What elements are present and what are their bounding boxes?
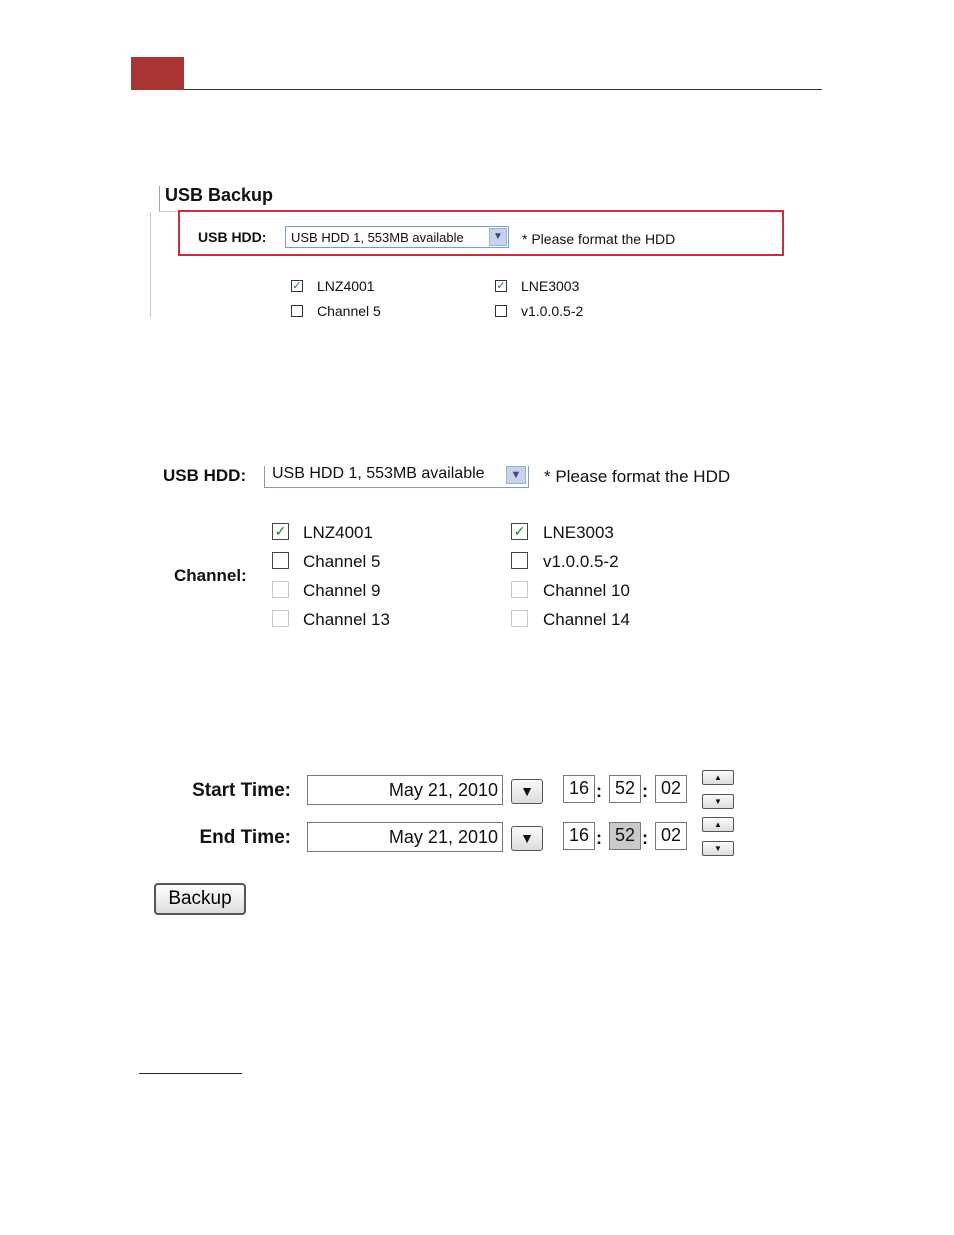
header-rule	[184, 89, 822, 90]
time-separator: :	[642, 781, 648, 801]
time-separator: :	[596, 781, 602, 801]
channel-checkbox[interactable]: ✓	[272, 523, 289, 540]
start-time-label: Start Time:	[192, 780, 291, 801]
start-hour-field[interactable]: 16	[563, 775, 595, 803]
end-date-dropdown-button[interactable]	[511, 826, 543, 851]
usb-hdd-select[interactable]	[264, 466, 529, 488]
channel-checkbox-disabled	[511, 581, 528, 598]
format-note: * Please format the HDD	[522, 231, 676, 247]
end-time-label: End Time:	[199, 827, 291, 848]
channel-label: Channel 5	[317, 303, 381, 319]
usb-hdd-label: USB HDD:	[198, 229, 267, 245]
channel-label: Channel 5	[303, 552, 381, 571]
start-date-value: May 21, 2010	[388, 780, 498, 800]
time-separator: :	[596, 828, 602, 848]
start-date-field[interactable]	[307, 775, 503, 805]
chevron-down-icon[interactable]: ▼	[489, 228, 507, 246]
channel-checkbox[interactable]: ✓	[511, 523, 528, 540]
channel-label: Channel 9	[303, 581, 381, 600]
triangle-up-icon: ▲	[714, 820, 722, 829]
start-minute-field[interactable]: 52	[609, 775, 641, 803]
channel-checkbox[interactable]: ✓	[292, 280, 302, 292]
chevron-down-icon[interactable]: ▼	[506, 466, 526, 484]
triangle-down-icon: ▼	[714, 844, 722, 853]
channel-checkbox[interactable]: ✓	[496, 280, 506, 292]
triangle-down-icon: ▼	[520, 783, 534, 799]
usb-hdd-select-value: USB HDD 1, 553MB available	[291, 230, 464, 245]
end-second-field[interactable]: 02	[655, 822, 687, 850]
panel-border-outer	[150, 212, 151, 318]
channel-label: Channel 10	[543, 581, 630, 600]
channel-label: LNZ4001	[317, 278, 375, 294]
start-time-down-button[interactable]	[702, 794, 734, 809]
channel-label: LNZ4001	[303, 523, 373, 542]
start-time-up-button[interactable]	[702, 770, 734, 785]
end-minute-field[interactable]: 52	[609, 822, 641, 850]
usb-hdd-select-value: USB HDD 1, 553MB available	[272, 465, 485, 482]
usb-hdd-select[interactable]	[285, 226, 509, 248]
backup-button[interactable]: Backup	[154, 883, 246, 915]
usb-hdd-label: USB HDD:	[163, 466, 247, 485]
channel-label: v1.0.0.5-2	[521, 303, 584, 319]
start-date-dropdown-button[interactable]	[511, 779, 543, 804]
format-note: * Please format the HDD	[544, 467, 731, 486]
channel-checkbox[interactable]	[495, 305, 507, 317]
end-time-down-button[interactable]	[702, 841, 734, 856]
channel-checkbox-disabled	[511, 610, 528, 627]
triangle-down-icon: ▼	[520, 830, 534, 846]
header-accent-block	[131, 57, 184, 90]
panel-border-left	[159, 186, 160, 212]
channel-checkbox[interactable]	[272, 552, 289, 569]
time-separator: :	[642, 828, 648, 848]
end-date-field[interactable]	[307, 822, 503, 852]
channel-checkbox[interactable]	[511, 552, 528, 569]
channel-label: LNE3003	[521, 278, 580, 294]
channel-label: v1.0.0.5-2	[543, 552, 619, 571]
end-date-value: May 21, 2010	[388, 827, 498, 847]
channel-label: Channel 14	[543, 610, 630, 629]
channel-checkbox-disabled	[272, 581, 289, 598]
usb-backup-title: USB Backup	[165, 185, 274, 205]
end-time-up-button[interactable]	[702, 817, 734, 832]
channel-checkbox-disabled	[272, 610, 289, 627]
footnote-rule	[139, 1073, 242, 1074]
channel-label: Channel 13	[303, 610, 390, 629]
triangle-up-icon: ▲	[714, 773, 722, 782]
channel-label-heading: Channel:	[174, 566, 247, 585]
channel-label: LNE3003	[543, 523, 614, 542]
end-hour-field[interactable]: 16	[563, 822, 595, 850]
channel-checkbox[interactable]	[291, 305, 303, 317]
triangle-down-icon: ▼	[714, 797, 722, 806]
start-second-field[interactable]: 02	[655, 775, 687, 803]
